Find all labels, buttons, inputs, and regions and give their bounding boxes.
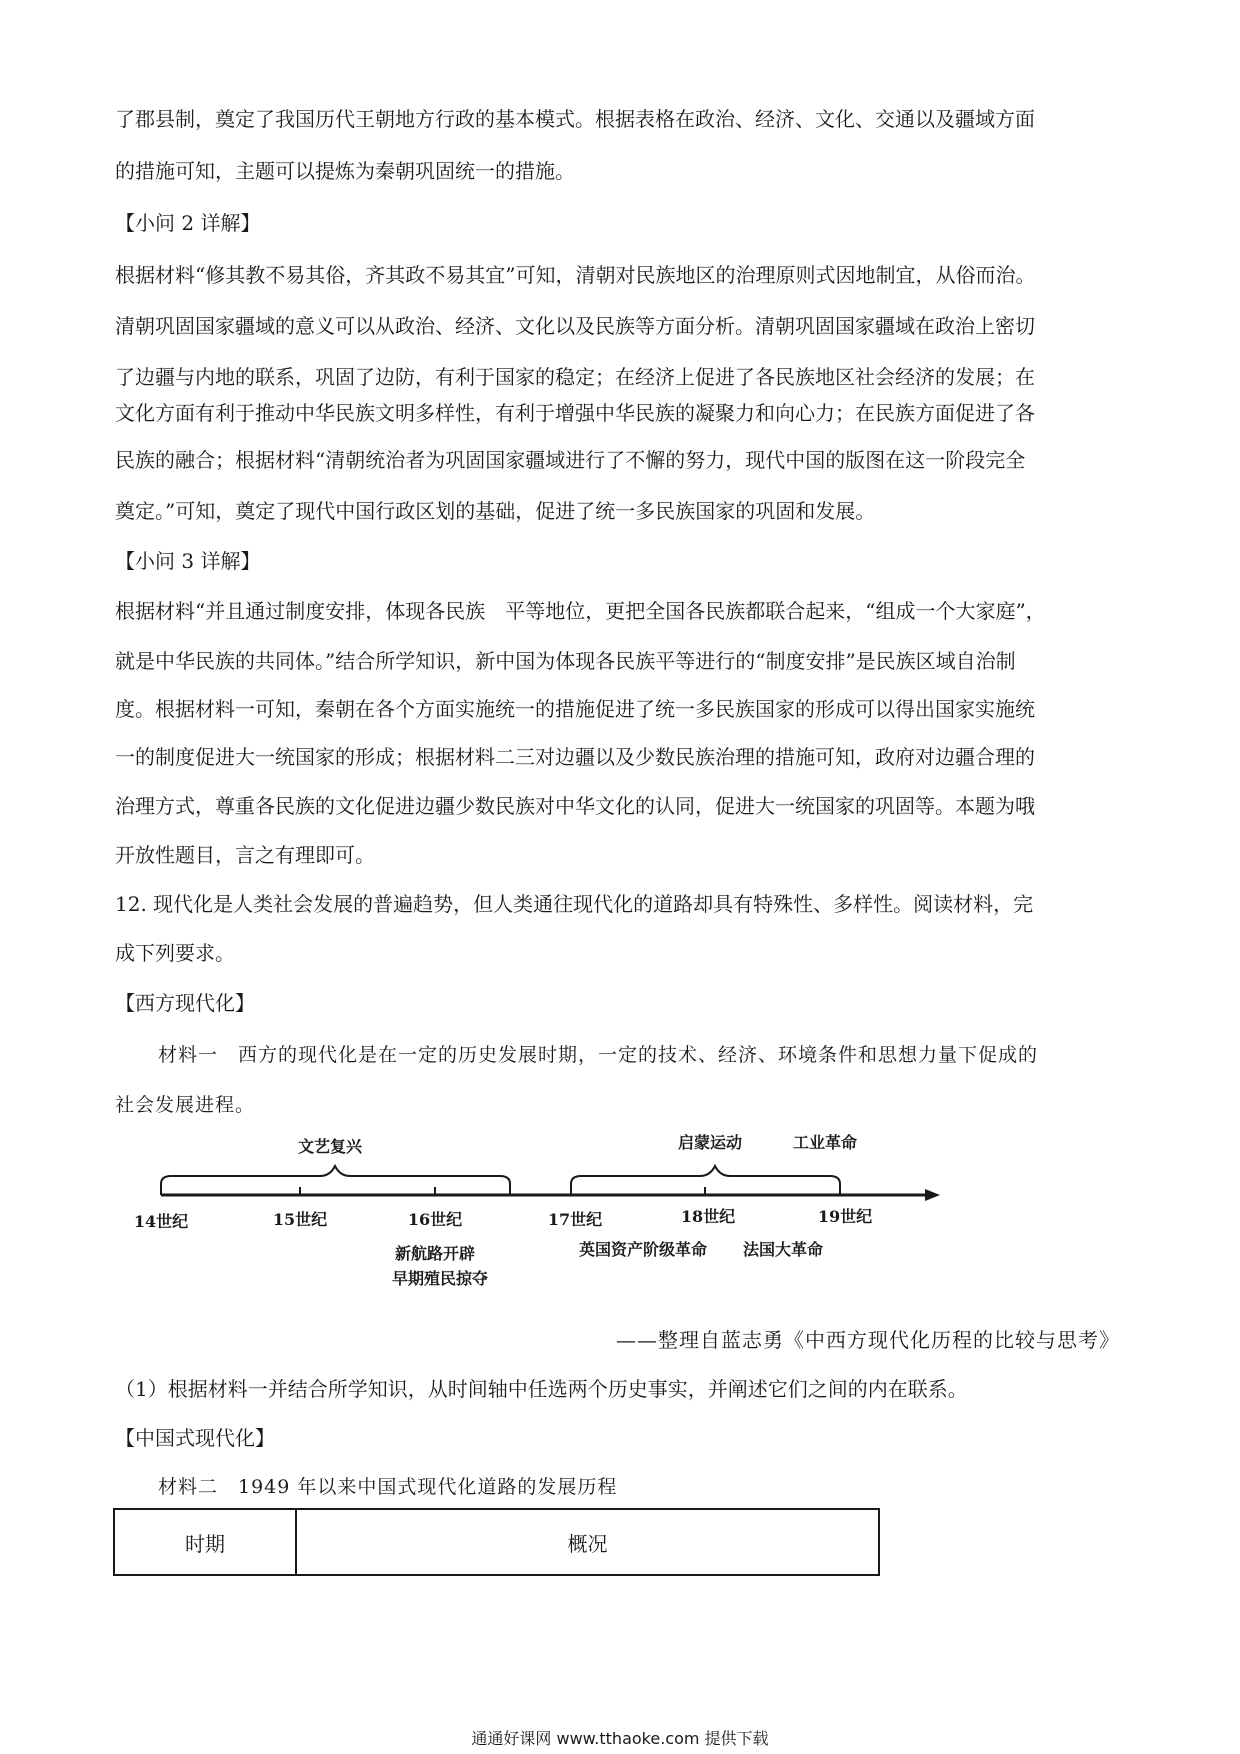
question-stem: 成下列要求。 — [115, 941, 235, 965]
century-18: 18世纪 — [680, 1207, 736, 1226]
paragraph-line: 根据材料“并且通过制度安排，体现各民族 平等地位，更把全国各民族都联合起来，“组成一个大家庭”， — [115, 599, 1046, 623]
table-header-overview: 概况 — [296, 1509, 879, 1575]
paragraph-line: 的措施可知，主题可以提炼为秦朝巩固统一的措施。 — [115, 159, 575, 183]
century-17: 17世纪 — [547, 1210, 603, 1229]
century-14: 14世纪 — [133, 1212, 189, 1231]
event-french-revolution: 法国大革命 — [742, 1240, 824, 1259]
paragraph-line: 一的制度促进大一统国家的形成；根据材料二三对边疆以及少数民族治理的措施可知，政府对边疆合理的 — [115, 745, 1035, 769]
section-heading: 【中国式现代化】 — [115, 1426, 275, 1450]
century-16: 16世纪 — [407, 1210, 463, 1229]
paragraph-line: 根据材料“修其教不易其俗，齐其政不易其宜”可知，清朝对民族地区的治理原则式因地制宜，从俗而治。 — [115, 263, 1036, 287]
section-heading: 【小问 2 详解】 — [115, 211, 261, 235]
table-header-period: 时期 — [114, 1509, 296, 1575]
history-timeline — [125, 1112, 945, 1302]
material-two-title: 材料二 1949 年以来中国式现代化道路的发展历程 — [158, 1476, 618, 1498]
development-table — [113, 1508, 880, 1576]
event-enlightenment: 启蒙运动 — [677, 1133, 743, 1152]
event-renaissance: 文艺复兴 — [297, 1137, 363, 1156]
century-19: 19世纪 — [817, 1207, 873, 1226]
event-early-colonial-plunder: 早期殖民掠夺 — [391, 1269, 489, 1288]
paragraph-line: 治理方式，尊重各民族的文化促进边疆少数民族对中华文化的认同，促进大一统国家的巩固等。本题为哦 — [115, 794, 1035, 818]
question-1: （1）根据材料一并结合所学知识，从时间轴中任选两个历史事实，并阐述它们之间的内在联系。 — [115, 1377, 968, 1401]
paragraph-line: 就是中华民族的共同体。”结合所学知识，新中国为体现各民族平等进行的“制度安排”是民族区域自治制 — [115, 649, 1016, 673]
table-header-row — [114, 1509, 879, 1575]
paragraph-line: 了边疆与内地的联系，巩固了边防，有利于国家的稳定；在经济上促进了各民族地区社会经济的发展；在 — [115, 365, 1035, 389]
timeline-arrowhead — [925, 1189, 940, 1201]
section-heading: 【西方现代化】 — [115, 991, 255, 1015]
section-heading: 【小问 3 详解】 — [115, 549, 261, 573]
paragraph-line: 文化方面有利于推动中华民族文明多样性，有利于增强中华民族的凝聚力和向心力；在民族方面促进了各 — [115, 401, 1035, 425]
paragraph-line: 民族的融合；根据材料“清朝统治者为巩固国家疆域进行了不懈的努力，现代中国的版图在这一阶段完全 — [115, 448, 1026, 472]
material-one-line: 社会发展进程。 — [115, 1094, 256, 1116]
material-source: ——整理自蓝志勇《中西方现代化历程的比较与思考》 — [616, 1328, 1120, 1352]
event-english-bourgeois-revolution: 英国资产阶级革命 — [578, 1240, 708, 1259]
event-new-sea-routes: 新航路开辟 — [394, 1244, 476, 1263]
paragraph-line: 清朝巩固国家疆域的意义可以从政治、经济、文化以及民族等方面分析。清朝巩固国家疆域在政治上密切 — [115, 314, 1035, 338]
brace-renaissance — [161, 1166, 510, 1195]
paragraph-line: 了郡县制，奠定了我国历代王朝地方行政的基本模式。根据表格在政治、经济、文化、交通以及疆域方面 — [115, 107, 1035, 131]
material-one-line: 材料一 西方的现代化是在一定的历史发展时期，一定的技术、经济、环境条件和思想力量下促成的 — [158, 1044, 1039, 1066]
question-stem: 12. 现代化是人类社会发展的普遍趋势，但人类通往现代化的道路却具有特殊性、多样性。阅读材料，完 — [115, 892, 1034, 916]
paragraph-line: 度。根据材料一可知，秦朝在各个方面实施统一的措施促进了统一多民族国家的形成可以得出国家实施统 — [115, 697, 1035, 721]
paragraph-line: 奠定。”可知，奠定了现代中国行政区划的基础，促进了统一多民族国家的巩固和发展。 — [115, 499, 876, 523]
century-15: 15世纪 — [272, 1210, 328, 1229]
page-footer: 通通好课网 www.tthaoke.com 提供下载 — [471, 1729, 769, 1748]
event-industrial-revolution: 工业革命 — [792, 1133, 858, 1152]
paragraph-line: 开放性题目，言之有理即可。 — [115, 843, 375, 867]
